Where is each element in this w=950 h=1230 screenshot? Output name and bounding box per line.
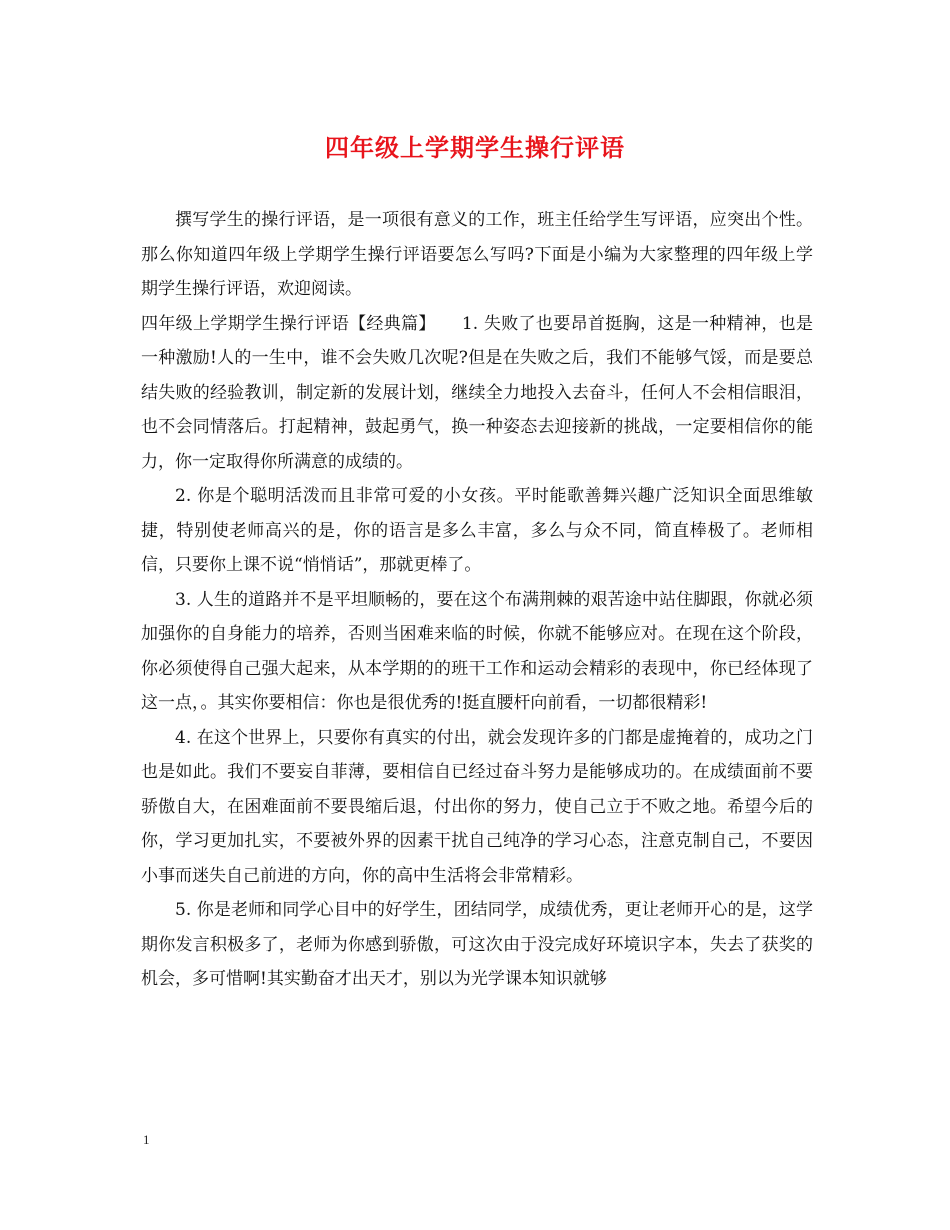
document-title: 四年级上学期学生操行评语 — [325, 133, 625, 162]
document-body — [141, 203, 813, 997]
page-number: 1 — [143, 1132, 150, 1147]
comment-paragraph-2: 2. 你是个聪明活泼而且非常可爱的小女孩。平时能歌善舞兴趣广泛知识全面思维敏捷，特别使老师高兴的是，你的语言是多么丰富，多么与众不同，简直棒极了。老师相信，只要你上课不说“悄悄话”，那就更棒了。 — [141, 486, 813, 575]
comment-paragraph-4: 4. 在这个世界上，只要你有真实的付出，就会发现许多的门都是虚掩着的，成功之门也是如此。我们不要妄自菲薄，要相信自已经过奋斗努力是能够成功的。在成绩面前不要骄傲自大，在困难面前不要畏缩后退，付出你的努力，使自己立于不败之地。希望今后的你，学习更加扎实，不要被外界的因素干扰自己纯净的学习心态，注意克制自己，不要因小事而迷失自己前进的方向，你的高中生活将会非常精彩。 — [141, 727, 813, 886]
intro-paragraph: 撰写学生的操行评语，是一项很有意义的工作，班主任给学生写评语，应突出个性。那么你知道四年级上学期学生操行评语要怎么写吗?下面是小编为大家整理的四年级上学期学生操行评语，欢迎阅读。 — [141, 210, 813, 299]
comment-paragraph-1: 四年级上学期学生操行评语【经典篇】 1. 失败了也要昂首挺胸，这是一种精神，也是一种激励!人的一生中，谁不会失败几次呢?但是在失败之后，我们不能够气馁，而是要总结失败的经验教训，制定新的发展计划，继续全力地投入去奋斗，任何人不会相信眼泪，也不会同情落后。打起精神，鼓起勇气，换一种姿态去迎接新的挑战，一定要相信你的能力，你一定取得你所满意的成绩的。 — [141, 313, 813, 472]
comment-paragraph-3: 3. 人生的道路并不是平坦顺畅的，要在这个布满荆棘的艰苦途中站住脚跟，你就必须加强你的自身能力的培养，否则当困难来临的时候，你就不能够应对。在现在这个阶段，你必须使得自己强大起来，从本学期的的班干工作和运动会精彩的表现中，你已经体现了这一点，。其实你要相信：你也是很优秀的!挺直腰杆向前看，一切都很精彩! — [141, 589, 813, 713]
comment-paragraph-5: 5. 你是老师和同学心目中的好学生，团结同学，成绩优秀，更让老师开心的是，这学期你发言积极多了，老师为你感到骄傲，可这次由于没完成好环境识字本，失去了获奖的机会，多可惜啊!其实勤奋才出天才，别以为光学课本知识就够 — [141, 900, 813, 989]
